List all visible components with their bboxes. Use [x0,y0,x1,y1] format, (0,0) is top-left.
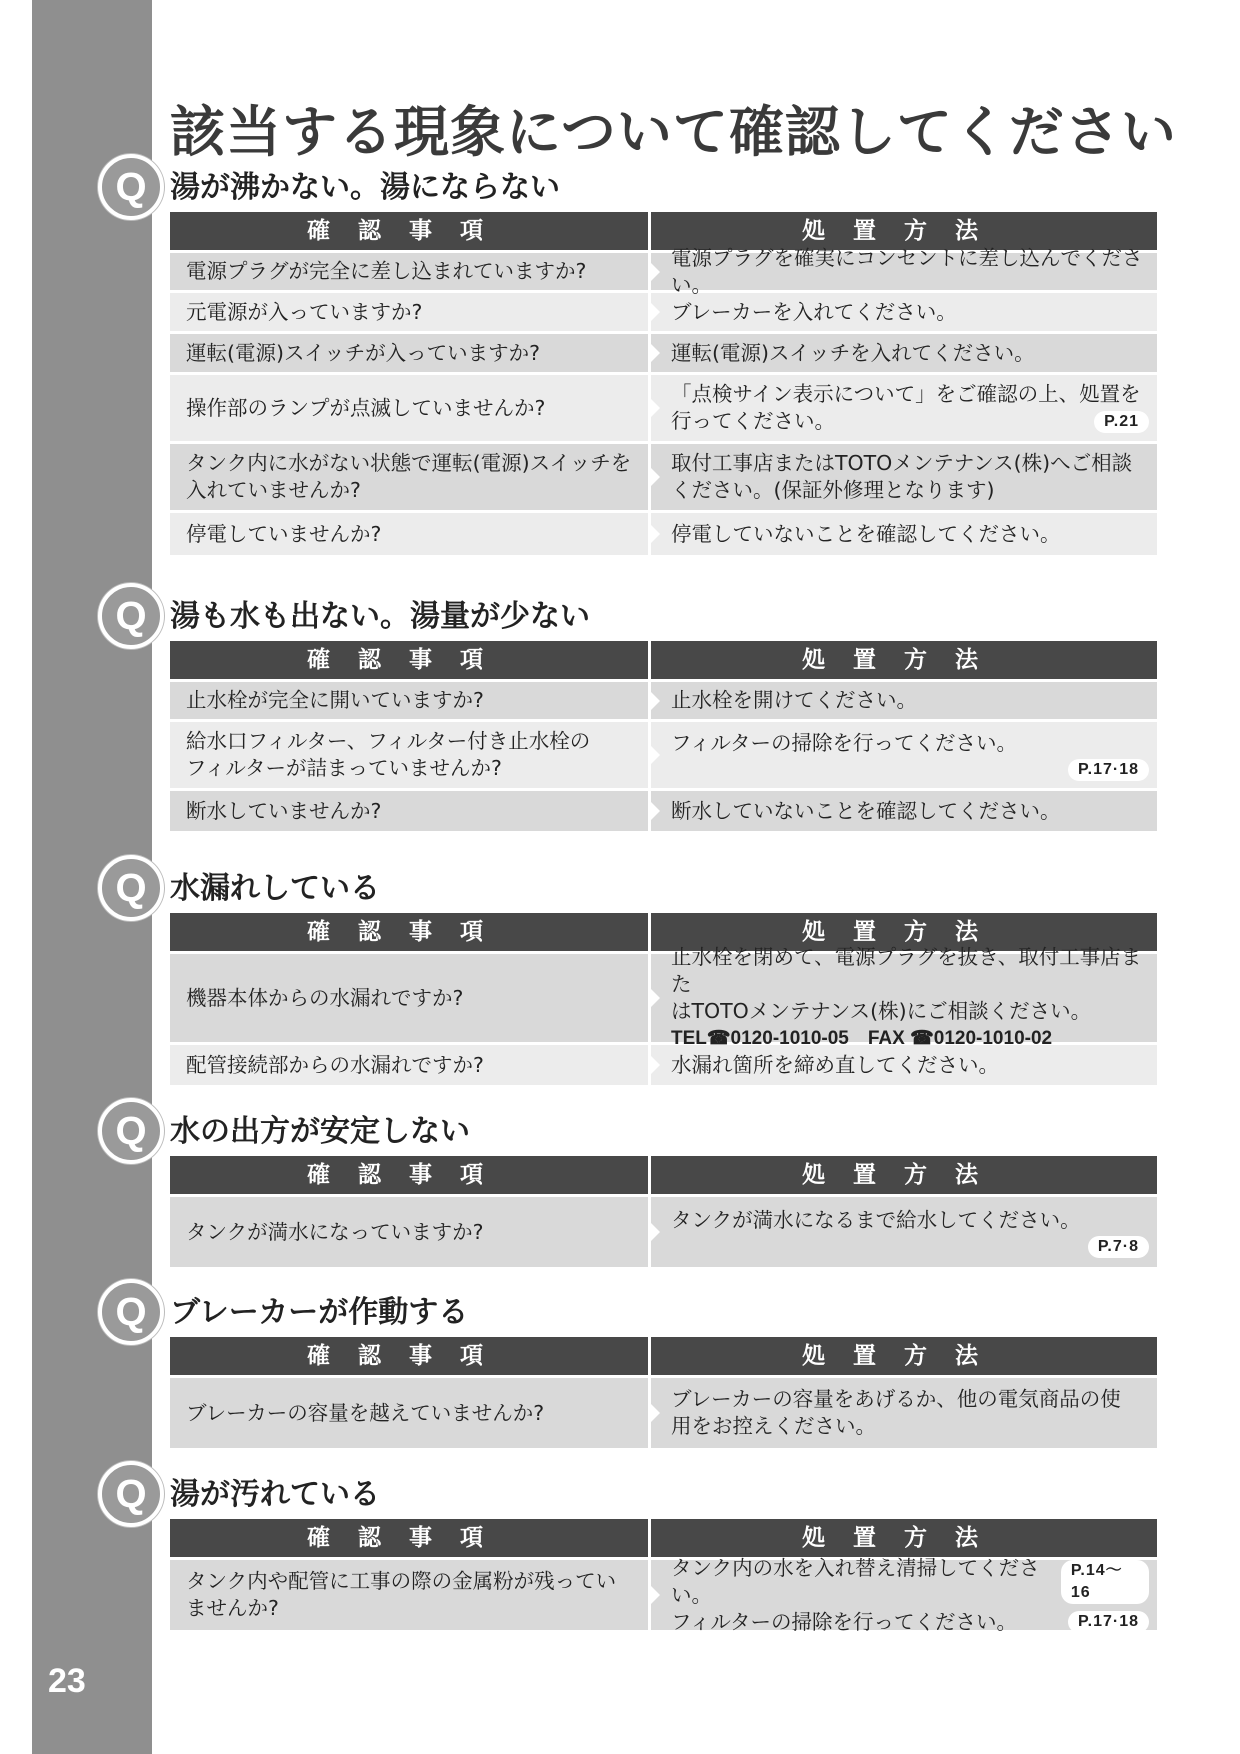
action-cell: 水漏れ箇所を締め直してください。 [651,1045,1157,1085]
table-row [170,1194,1157,1267]
page-reference: P.17·18 [1068,1611,1149,1633]
q-icon: Q [98,1098,164,1164]
check-table [170,1337,1157,1448]
action-cell: 止水栓を開けてください。 [651,682,1157,719]
check-cell: 給水口フィルター、フィルター付き止水栓の フィルターが詰まっていませんか? [170,722,651,788]
action-cell: 断水していないことを確認してください。 [651,791,1157,831]
check-cell: 元電源が入っていますか? [170,293,651,331]
action-cell: 停電していないことを確認してください。 [651,513,1157,555]
action-cell: タンクが満水になるまで給水してください。 P.7·8 [651,1197,1157,1267]
section-title: 湯が沸かない。湯にならない [170,170,560,205]
arrow-icon [649,523,660,545]
action-cell: 止水栓を閉めて、電源プラグを抜き、取付工事店また はTOTOメンテナンス(株)にご相談ください。 TEL☎0120-1010-05 FAX ☎0120-1010-02 [651,954,1157,1042]
section-title: 湯も水も出ない。湯量が少ない [170,599,590,634]
arrow-icon [649,744,660,766]
action-cell: フィルターの掃除を行ってください。 P.17·18 [651,722,1157,788]
header-action: 処置方法 [802,1525,1006,1551]
table-row [170,1375,1157,1448]
arrow-icon [649,1402,660,1424]
section-title: ブレーカーが作動する [170,1295,469,1330]
header-check: 確認事項 [170,1519,651,1557]
table-row [170,372,1157,441]
table-row [170,510,1157,555]
action-cell: タンク内の水を入れ替え清掃してください。 P.14〜16 フィルターの掃除を行ってください。 P.17·18 [651,1560,1157,1630]
table-row [170,1042,1157,1085]
action-cell: 取付工事店またはTOTOメンテナンス(株)へご相談 ください。(保証外修理となります) [651,444,1157,510]
arrow-icon [649,690,660,712]
check-table [170,1519,1157,1634]
check-cell: 電源プラグが完全に差し込まれていますか? [170,253,651,290]
table-header [170,641,1157,679]
check-cell: ブレーカーの容量を越えていませんか? [170,1378,651,1448]
arrow-icon [649,466,660,488]
header-check: 確認事項 [170,212,651,250]
arrow-icon [649,1584,660,1606]
table-row [170,1555,1157,1634]
arrow-icon [649,800,660,822]
table-header [170,1337,1157,1375]
check-cell: 止水栓が完全に開いていますか? [170,682,651,719]
section-title: 湯が汚れている [170,1477,380,1512]
page-number: 23 [48,1662,86,1700]
action-cell: 「点検サイン表示について」をご確認の上、処置を 行ってください。 P.21 [651,375,1157,441]
page-reference: P.17·18 [1068,759,1149,781]
check-cell: 断水していませんか? [170,791,651,831]
header-action: 処置方法 [802,647,1006,673]
table-row [170,441,1157,510]
header-check: 確認事項 [170,1337,651,1375]
q-icon: Q [98,1279,164,1345]
arrow-icon [649,301,660,323]
q-icon: Q [98,1461,164,1527]
header-action: 処置方法 [802,1343,1006,1369]
table-row [170,945,1157,1049]
arrow-icon [649,1221,660,1243]
check-table [170,212,1157,555]
table-row [170,331,1157,372]
q-icon: Q [98,154,164,220]
check-cell: 停電していませんか? [170,513,651,555]
section-no-water [115,594,1157,831]
table-row [170,719,1157,788]
check-table [170,913,1157,1085]
section-dirty-water [115,1472,1157,1634]
header-action: 処置方法 [802,218,1006,244]
page-reference: P.14〜16 [1061,1560,1149,1604]
action-cell: ブレーカーを入れてください。 [651,293,1157,331]
table-row [170,245,1157,297]
section-no-hot-water [115,165,1157,555]
table-header [170,1519,1157,1557]
check-cell: 操作部のランプが点滅していませんか? [170,375,651,441]
check-table [170,641,1157,831]
header-check: 確認事項 [170,913,651,951]
header-action: 処置方法 [802,1162,1006,1188]
action-cell: 運転(電源)スイッチを入れてください。 [651,334,1157,372]
section-unstable-flow [115,1109,1157,1267]
contact-numbers: TEL☎0120-1010-05 FAX ☎0120-1010-02 [671,1028,1053,1049]
page-reference: P.21 [1094,411,1149,433]
check-cell: タンク内や配管に工事の際の金属粉が残ってい ませんか? [170,1560,651,1630]
check-cell: 運転(電源)スイッチが入っていますか? [170,334,651,372]
check-cell: 機器本体からの水漏れですか? [170,954,651,1042]
header-action: 処置方法 [802,919,1006,945]
table-row [170,290,1157,331]
page-title: 該当する現象について確認してください [170,100,1177,164]
check-cell: 配管接続部からの水漏れですか? [170,1045,651,1085]
check-table [170,1156,1157,1267]
section-title: 水の出方が安定しない [170,1114,470,1149]
arrow-icon [649,261,660,283]
arrow-icon [649,987,660,1009]
section-breaker [115,1290,1157,1448]
action-cell: 電源プラグを確実にコンセントに差し込んでください。 [651,253,1157,290]
action-cell: ブレーカーの容量をあげるか、他の電気商品の使 用をお控えください。 [651,1378,1157,1448]
arrow-icon [649,342,660,364]
section-title: 水漏れしている [170,871,380,906]
arrow-icon [649,1054,660,1076]
table-row [170,788,1157,831]
header-check: 確認事項 [170,641,651,679]
header-check: 確認事項 [170,1156,651,1194]
check-cell: タンクが満水になっていますか? [170,1197,651,1267]
table-header [170,1156,1157,1194]
check-cell: タンク内に水がない状態で運転(電源)スイッチを 入れていませんか? [170,444,651,510]
page-reference: P.7·8 [1088,1236,1149,1258]
table-row [170,679,1157,719]
section-leak [115,866,1157,1085]
q-icon: Q [98,855,164,921]
q-icon: Q [98,583,164,649]
arrow-icon [649,397,660,419]
